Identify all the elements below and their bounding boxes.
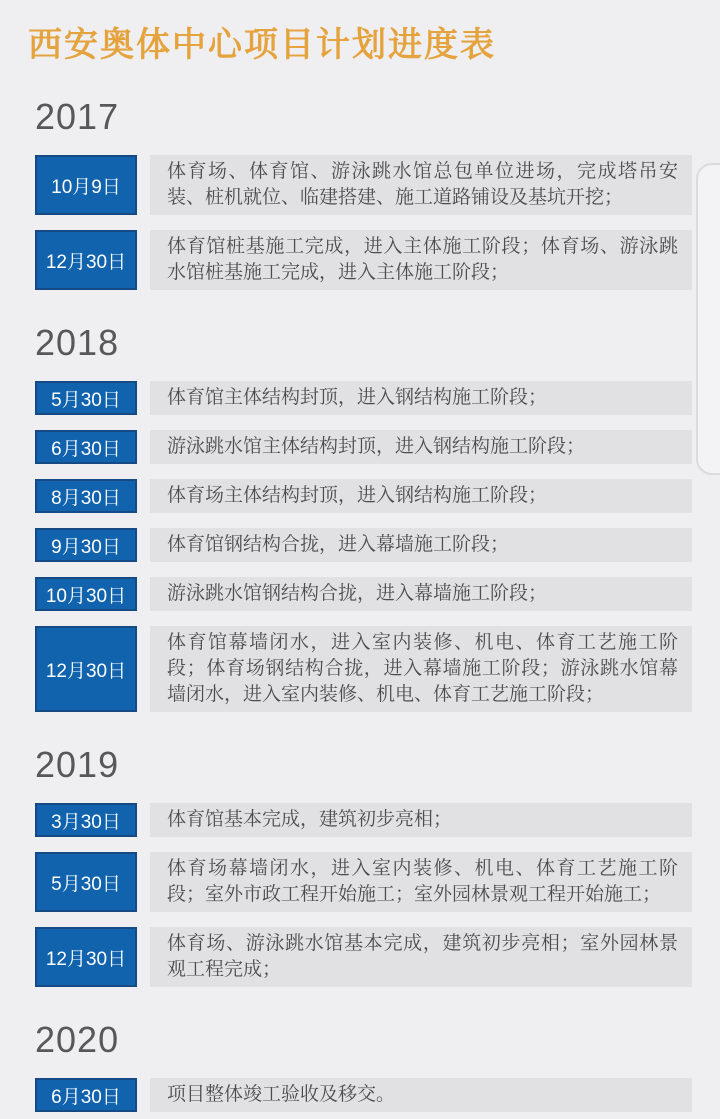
milestone-rows <box>35 803 692 987</box>
date-badge: 5月30日 <box>35 381 137 415</box>
date-badge: 10月30日 <box>35 577 137 611</box>
date-badge: 12月30日 <box>35 927 137 987</box>
milestone-text: 游泳跳水馆主体结构封顶，进入钢结构施工阶段； <box>150 430 692 464</box>
date-badge: 6月30日 <box>35 430 137 464</box>
timeline-row <box>35 381 692 415</box>
timeline-row <box>35 803 692 837</box>
date-badge: 5月30日 <box>35 852 137 912</box>
milestone-text: 体育馆基本完成，建筑初步亮相； <box>150 803 692 837</box>
timeline-row <box>35 852 692 912</box>
timeline-row <box>35 479 692 513</box>
year-heading: 2017 <box>35 96 120 138</box>
milestone-text: 体育场主体结构封顶，进入钢结构施工阶段； <box>150 479 692 513</box>
timeline-row <box>35 230 692 290</box>
year-section <box>35 96 692 290</box>
timeline-row <box>35 927 692 987</box>
date-badge: 3月30日 <box>35 803 137 837</box>
date-badge: 10月9日 <box>35 155 137 215</box>
milestone-text: 体育馆桩基施工完成，进入主体施工阶段；体育场、游泳跳水馆桩基施工完成，进入主体施工阶段； <box>150 230 692 290</box>
milestone-text: 体育馆钢结构合拢，进入幕墙施工阶段； <box>150 528 692 562</box>
milestone-text: 体育馆幕墙闭水，进入室内装修、机电、体育工艺施工阶段；体育场钢结构合拢，进入幕墙施工阶段；游泳跳水馆幕墙闭水，进入室内装修、机电、体育工艺施工阶段； <box>150 626 692 712</box>
milestone-text: 项目整体竣工验收及移交。 <box>150 1078 692 1112</box>
project-timeline <box>0 96 720 1112</box>
year-section <box>35 744 692 987</box>
timeline-row <box>35 430 692 464</box>
milestone-text: 体育场、游泳跳水馆基本完成，建筑初步亮相；室外园林景观工程完成； <box>150 927 692 987</box>
timeline-row <box>35 577 692 611</box>
timeline-row <box>35 528 692 562</box>
timeline-row <box>35 1078 692 1112</box>
milestone-text: 体育场、体育馆、游泳跳水馆总包单位进场，完成塔吊安装、桩机就位、临建搭建、施工道路铺设及基坑开挖； <box>150 155 692 215</box>
right-edge-card <box>696 163 720 475</box>
timeline-row <box>35 155 692 215</box>
date-badge: 8月30日 <box>35 479 137 513</box>
year-heading: 2019 <box>35 744 120 786</box>
date-badge: 12月30日 <box>35 230 137 290</box>
timeline-row <box>35 626 692 712</box>
year-section <box>35 322 692 712</box>
year-section <box>35 1019 692 1112</box>
year-heading: 2020 <box>35 1019 120 1061</box>
milestone-text: 游泳跳水馆钢结构合拢，进入幕墙施工阶段； <box>150 577 692 611</box>
milestone-text: 体育馆主体结构封顶，进入钢结构施工阶段； <box>150 381 692 415</box>
milestone-text: 体育场幕墙闭水，进入室内装修、机电、体育工艺施工阶段；室外市政工程开始施工；室外园林景观工程开始施工； <box>150 852 692 912</box>
date-badge: 12月30日 <box>35 626 137 712</box>
date-badge: 6月30日 <box>35 1078 137 1112</box>
year-heading: 2018 <box>35 322 120 364</box>
page-title: 西安奥体中心项目计划进度表 <box>28 26 496 64</box>
page-header <box>0 0 720 65</box>
milestone-rows <box>35 381 692 712</box>
milestone-rows <box>35 1078 692 1112</box>
date-badge: 9月30日 <box>35 528 137 562</box>
milestone-rows <box>35 155 692 290</box>
